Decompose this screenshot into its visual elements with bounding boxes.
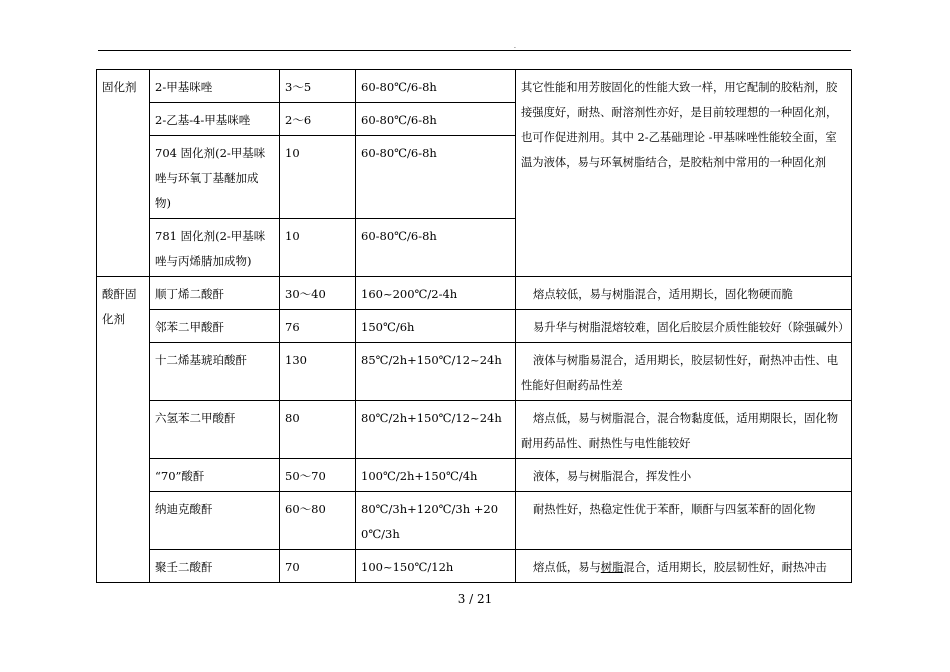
condition-cell: 150℃/6h [356,310,516,343]
table-row [97,70,852,103]
amount-cell: 30～40 [280,277,356,310]
description-cell: 其它性能和用芳胺固化的性能大致一样，用它配制的胶粘剂，胶接强度好，耐热、耐溶剂性亦好，是目前较理想的一种固化剂，也可作促进剂用。其中 2-乙基础理论 -甲基咪唑性能较全面，室温为液体，易与环氧树脂结合，是胶粘剂中常用的一种固化剂 [516,70,852,277]
description-text: 熔点低，易与 [533,561,601,574]
underlined-term: 树脂 [600,561,624,574]
condition-cell: 100~150℃/12h [356,550,516,583]
curing-agent-table [96,69,852,583]
amount-cell: 50～70 [280,459,356,492]
page-number: 3 / 21 [457,592,493,606]
description-cell: 熔点较低，易与树脂混合，适用期长，固化物硬而脆 [516,277,852,310]
agent-name-cell: 纳迪克酸酐 [150,492,280,550]
agent-name-cell: 781 固化剂(2-甲基咪唑与丙烯腈加成物) [150,219,280,277]
description-cell: 液体与树脂易混合，适用期长，胶层韧性好，耐热冲击性、电性能好但耐药品性差 [516,343,852,401]
header-mark: . [514,43,516,50]
agent-name-cell: “70”酸酐 [150,459,280,492]
agent-name-cell: 十二烯基琥珀酸酐 [150,343,280,401]
condition-cell: 60-80℃/6-8h [356,219,516,277]
amount-cell: 10 [280,219,356,277]
condition-cell: 80℃/3h+120℃/3h +200℃/3h [356,492,516,550]
category-cell: 固化剂 [97,70,150,277]
agent-name-cell: 聚壬二酸酐 [150,550,280,583]
agent-name-cell: 六氢苯二甲酸酐 [150,401,280,459]
amount-cell: 130 [280,343,356,401]
table-row [97,492,852,550]
table-row [97,277,852,310]
table-row [97,550,852,583]
description-cell: 液体，易与树脂混合，挥发性小 [516,459,852,492]
description-cell: 易升华与树脂混熔较难，固化后胶层介质性能较好（除强碱外） [516,310,852,343]
category-cell: 酸酐固化剂 [97,277,150,583]
agent-name-cell: 704 固化剂(2-甲基咪唑与环氧丁基醚加成物) [150,136,280,219]
amount-cell: 3～5 [280,70,356,103]
condition-cell: 60-80℃/6-8h [356,103,516,136]
condition-cell: 80℃/2h+150℃/12~24h [356,401,516,459]
amount-cell: 10 [280,136,356,219]
amount-cell: 70 [280,550,356,583]
condition-cell: 160~200℃/2-4h [356,277,516,310]
agent-name-cell: 顺丁烯二酸酐 [150,277,280,310]
amount-cell: 2～6 [280,103,356,136]
header-rule [98,50,851,51]
amount-cell: 76 [280,310,356,343]
agent-name-cell: 2-乙基-4-甲基咪唑 [150,103,280,136]
condition-cell: 85℃/2h+150℃/12~24h [356,343,516,401]
table-row [97,401,852,459]
agent-name-cell: 2-甲基咪唑 [150,70,280,103]
agent-name-cell: 邻苯二甲酸酐 [150,310,280,343]
description-cell: 熔点低，易与树脂混合，混合物黏度低，适用期限长，固化物耐用药品性、耐热性与电性能较好 [516,401,852,459]
condition-cell: 60-80℃/6-8h [356,70,516,103]
table-row [97,310,852,343]
table-row [97,459,852,492]
condition-cell: 60-80℃/6-8h [356,136,516,219]
amount-cell: 60～80 [280,492,356,550]
condition-cell: 100℃/2h+150℃/4h [356,459,516,492]
description-cell [516,550,852,583]
amount-cell: 80 [280,401,356,459]
description-cell: 耐热性好，热稳定性优于苯酐，顺酐与四氢苯酐的固化物 [516,492,852,550]
table-row [97,343,852,401]
description-text: 混合，适用期长，胶层韧性好，耐热冲击 [623,561,827,574]
